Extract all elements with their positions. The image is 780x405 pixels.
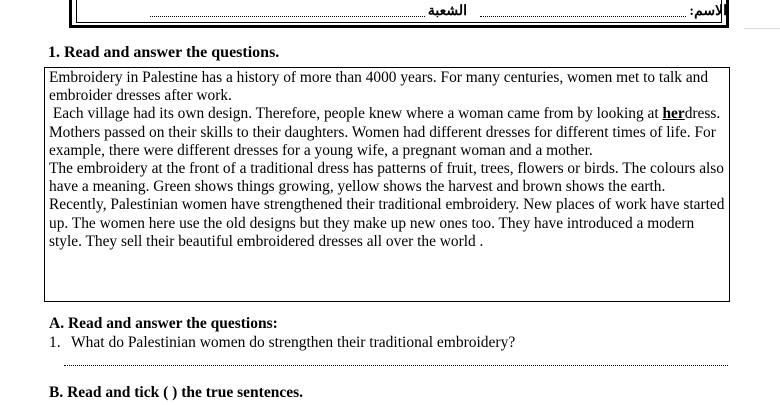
name-dotted-line — [480, 15, 686, 17]
header-box — [69, 0, 729, 28]
header-inner-frame — [76, 0, 727, 23]
edge-line — [744, 28, 780, 29]
name-label: الاسم: — [689, 4, 727, 19]
passage-paragraph-4: Recently, Palestinian women have strengthened their traditional embroidery. New places of work have started up. The women here use the old designs but they make up new ones too. They have introduced a modern style. They sell their beautiful embroidered dresses all over the world . — [49, 196, 725, 250]
passage-paragraph-2-end: dress. Mothers passed on their skills to their daughters. Women had different dresses for different times of life. For example, there were different dresses for a young wife, a pregnant woman and a mother. — [49, 105, 721, 159]
question-a1-text: What do Palestinian women do strengthen their traditional embroidery? — [71, 334, 516, 351]
name-field[interactable] — [477, 2, 727, 20]
right-page-edge — [744, 0, 780, 405]
passage-paragraph-3: The embroidery at the front of a traditional dress has patterns of fruit, trees, flowers or birds. The colours also have a meaning. Green shows things growing, yellow shows the harvest and brown shows the earth. — [49, 160, 724, 196]
section-label: الشعبة — [427, 4, 467, 19]
section-a-heading: A. Read and answer the questions: — [49, 315, 278, 332]
answer-a1-line[interactable] — [64, 365, 728, 366]
question-a1 — [49, 334, 515, 352]
reading-passage — [44, 67, 730, 302]
passage-paragraph-2 — [49, 105, 725, 160]
section-field[interactable] — [147, 2, 467, 20]
section-dotted-line — [150, 15, 425, 17]
question-a1-number: 1. — [49, 334, 61, 351]
passage-paragraph-1: Embroidery in Palestine has a history of more than 4000 years. For many centuries, women met to talk and embroider dresses after work. — [49, 69, 709, 105]
underlined-word-her: her — [662, 105, 685, 123]
passage-paragraph-2-start: Each village had its own design. Therefore, people knew where a woman came from by looking at — [52, 105, 663, 123]
question-1-heading: 1. Read and answer the questions. — [48, 44, 280, 61]
section-b-heading: B. Read and tick ( ) the true sentences. — [49, 384, 304, 401]
